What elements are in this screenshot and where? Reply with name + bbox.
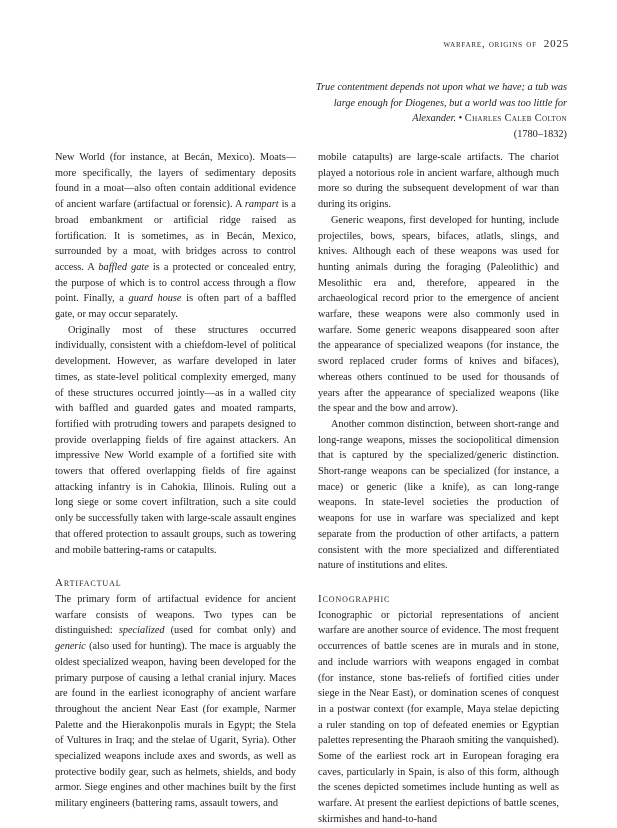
epigraph [309, 80, 567, 142]
text-run: (also used for hunting). The mace is arguably the oldest specialized weapon, having been developed for the primary purpose of causing a lethal cranial injury. Maces are found in the earliest iconography of ancient warfare throughout the ancient Near East (for example, Narmer Palette and the Hierakonpolis murals in Egypt; the Stela of Vultures in Iraq; and the stelae of Ugarit, Syria). Other specialized weapons include axes and swords, as well as protective bodily gear, such as helmets, shields, and body armor. Siege engines and other machines built by the first military engineers (battering rams, assault towers, and [55, 641, 296, 810]
text-run: (used for combat only) and [164, 625, 297, 637]
epigraph-dates: (1780–1832) [513, 128, 567, 140]
left-column [55, 150, 296, 812]
term-rampart: rampart [244, 199, 279, 211]
left-paragraph-3 [55, 592, 296, 812]
running-header [443, 38, 569, 50]
term-specialized: specialized [118, 625, 165, 637]
right-column [318, 150, 559, 828]
section-heading-iconographic: Iconographic [318, 592, 391, 605]
left-paragraph-1 [55, 150, 296, 323]
term-generic: generic [55, 641, 86, 653]
page-number: 2025 [543, 38, 569, 50]
term-guard-house: guard house [128, 293, 182, 305]
text-run: is a protected or concealed entry, the purpose of which is to control access through a flow point. Finally, a [55, 261, 296, 305]
left-paragraph-2: Originally most of these structures occurred individually, consistent with a chiefdom-level of political development. However, as warfare developed in later times, as state-level political complexity emerged, many of these structures occurred jointly—as in a walled city with baffled and guarded gates and moated ramparts, fortified with protruding towers and parapets designed to provide overlapping fields of fire against attackers. An impressive New World example of a fortified site with towers that offered overlapping fields of fire against attacking infantry is in Cahokia, Illinois. Ruling out a long siege or some covert infiltration, such a site could only be successfully taken with large-scale assault engines that offered protection to assault groups, such as towering and mobile battering-rams or catapults. [55, 324, 296, 556]
epigraph-bullet: • [458, 113, 463, 125]
term-baffled-gate: baffled gate [98, 261, 149, 273]
section-heading-artifactual: Artifactual [55, 577, 122, 590]
right-paragraph-4: Iconographic or pictorial representations of ancient warfare are another source of evidence. The most frequent occurrences of battle scenes are in murals and in stone, and include warriors with weapons engaged in combat (for instance, stone bas-reliefs of fortified cities under siege in the Near East), or domination scenes of conquest in a postwar context (for example, Maya stelae depicting a ruler standing on top of defeated enemies or Egyptian palettes representing the Pharaoh smiting the vanquished). Some of the earliest rock art in European foraging era caves, particularly in Spain, is also of this form, although the scenes depicted sometimes include hunting as well as warfare. At present the earliest depictions of battle scenes, skirmishes and hand-to-hand [318, 609, 559, 825]
text-run: New World (for instance, at Becán, Mexico). Moats—more specifically, the layers of sedimentary deposits found in a moat—also often contain additional evidence of ancient warfare (artifactual or forensic). A [55, 152, 296, 211]
epigraph-quote: True contentment depends not upon what we have; a tub was large enough for Diogenes, but a world was too little for Alexander. [315, 82, 567, 125]
right-paragraph-1: mobile catapults) are large-scale artifacts. The chariot played a notorious role in ancient warfare, although much more so during the subsequent development of war than during its origins. [318, 152, 559, 211]
right-paragraph-3: Another common distinction, between short-range and long-range weapons, misses the sociopolitical dimension that is captured by the specialized/generic distinction. Short-range weapons can be specialized (for instance, a mace) or generic (like a knife), as can long-range weapons. In state-level societies the production of weapons for use in warfare was specialized and kept separate from the production of other artifacts, a pattern consistent with the more specialized and differentiated nature of institutions and elites. [318, 418, 559, 572]
epigraph-author: Charles Caleb Colton [464, 113, 567, 125]
running-title: warfare, origins of [443, 39, 537, 50]
text-run: is a broad embankment or artificial ridge raised as fortification. It is sometimes, as in Becán, Mexico, surrounded by a moat, with bridges across to control access. A [55, 199, 296, 273]
text-run: The primary form of artifactual evidence for ancient warfare consists of weapons. Two types can be distinguished: [55, 593, 296, 637]
right-paragraph-2: Generic weapons, first developed for hunting, include projectiles, bows, spears, bifaces, atlatls, slings, and knives. Although each of these weapons was used for hunting animals during the foraging (Paleolithic) and Mesolithic era and, therefore, appeared in the archaeological record prior to the emergence of ancient warfare, these weapons were also commonly used in warfare. Some generic weapons disappeared soon after the appearance of specialized weapons (for instance, the sword replaced cruder forms of knives and bifaces), whereas others continued to be used for thousands of years after the appearance of specialized weapons (like the spear and the bow and arrow). [318, 214, 559, 415]
text-run: is often part of a baffled gate, or may occur separately. [55, 293, 296, 321]
